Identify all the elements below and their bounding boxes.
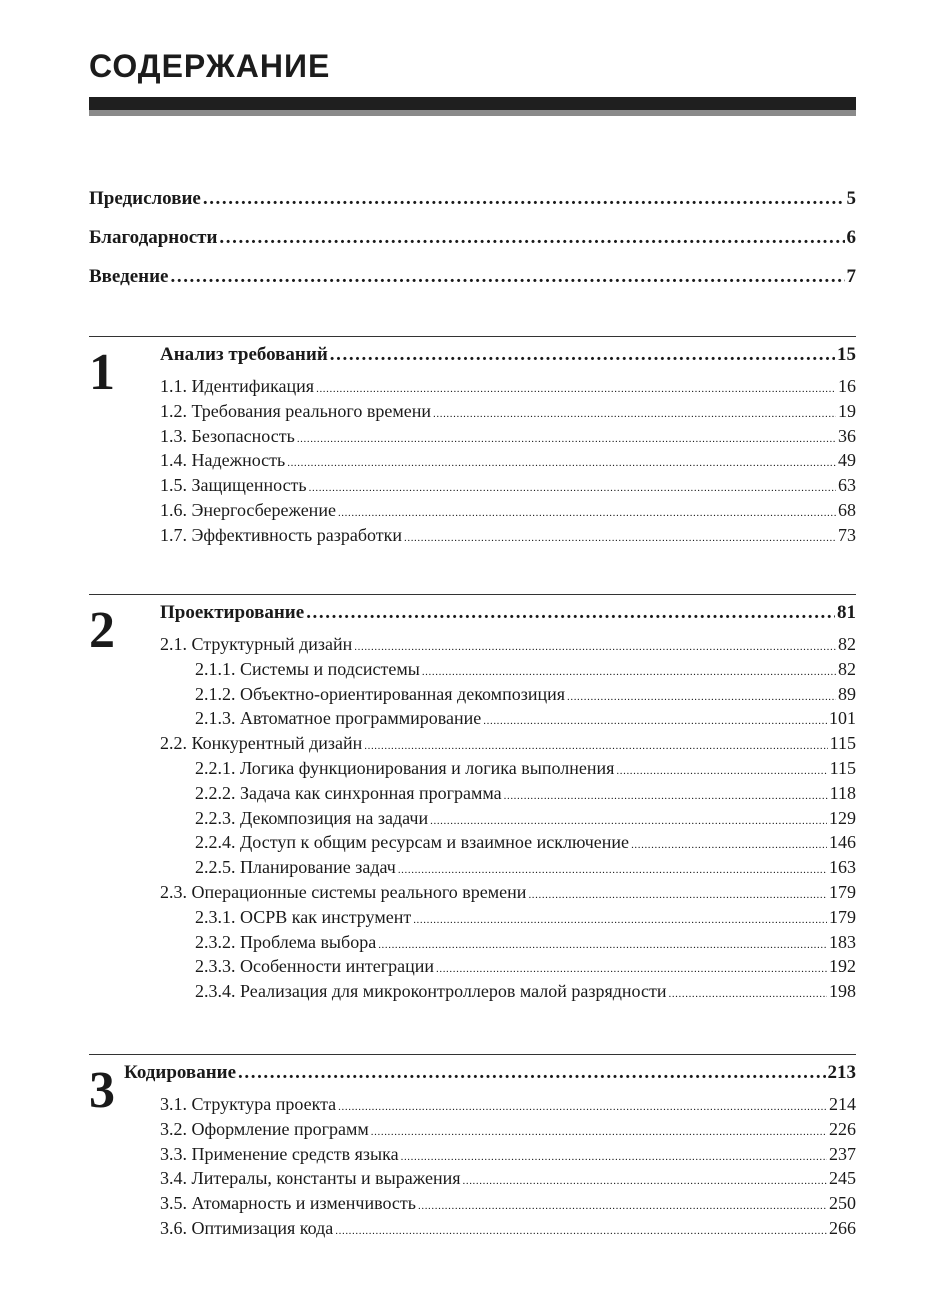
- toc-subsection-entry[interactable]: [195, 708, 856, 733]
- toc-section-entry[interactable]: [160, 500, 856, 525]
- chapter-title: Проектирование: [160, 602, 305, 623]
- dot-leader: [330, 344, 835, 366]
- section-title: 1.1. Идентификация: [160, 376, 315, 396]
- section-page: 63: [838, 475, 856, 496]
- dot-leader: [401, 1151, 827, 1163]
- subsection-title: 2.3.2. Проблема выбора: [195, 931, 377, 952]
- dot-leader: [306, 602, 835, 624]
- section-title: 1.2. Требования реального времени: [160, 400, 432, 421]
- toc-section-entry[interactable]: [160, 882, 856, 907]
- dot-leader: [631, 839, 827, 851]
- chapter-page: 15: [837, 344, 856, 365]
- toc-section-entry[interactable]: [160, 525, 856, 550]
- chapter-number: 2: [89, 602, 115, 659]
- dot-leader: [463, 1175, 828, 1187]
- subsection-page: 179: [829, 906, 856, 927]
- dot-leader: [338, 1101, 827, 1113]
- subsection-page: 101: [829, 708, 856, 729]
- toc-entry-introduction[interactable]: [89, 266, 856, 305]
- toc-subsection-entry[interactable]: [195, 857, 856, 882]
- section-page: 73: [838, 524, 856, 545]
- toc-section-entry[interactable]: [160, 1168, 856, 1193]
- section-title: 3.4. Литералы, константы и выражения: [160, 1168, 461, 1189]
- section-title: 3.2. Оформление программ: [160, 1118, 369, 1139]
- subsection-page: 82: [838, 658, 856, 679]
- subsection-title: 2.2.4. Доступ к общим ресурсам и взаимное исключение: [195, 832, 630, 853]
- toc-section-entry[interactable]: [160, 426, 856, 451]
- toc-entry-title: Предисловие: [89, 188, 201, 209]
- section-title: 3.5. Атомарность и изменчивость: [160, 1193, 416, 1214]
- toc-section-entry[interactable]: [160, 1119, 856, 1144]
- subsection-page: 129: [829, 807, 856, 828]
- toc-subsection-entry[interactable]: [195, 808, 856, 833]
- subsection-title: 2.1.2. Объектно-ориентированная декомпозиция: [195, 683, 565, 704]
- dot-leader: [483, 715, 827, 727]
- toc-section-entry[interactable]: [160, 376, 856, 401]
- toc-entry-preface[interactable]: [89, 188, 856, 227]
- chapter-2: [89, 594, 856, 1006]
- toc-chapter-entry[interactable]: [160, 344, 856, 376]
- section-title: 3.3. Применение средств языка: [160, 1143, 399, 1164]
- dot-leader: [316, 383, 836, 395]
- toc-subsection-entry[interactable]: [195, 684, 856, 709]
- section-page: 82: [838, 634, 856, 654]
- dot-leader: [354, 641, 836, 653]
- section-page: 115: [829, 733, 856, 754]
- toc-subsection-entry[interactable]: [195, 932, 856, 957]
- front-matter: [89, 188, 856, 305]
- dot-leader: [430, 815, 827, 827]
- section-title: 3.6. Оптимизация кода: [160, 1217, 334, 1238]
- section-title: 2.1. Структурный дизайн: [160, 634, 353, 654]
- chapter-number: 3: [89, 1062, 115, 1119]
- toc-section-entry[interactable]: [160, 1144, 856, 1169]
- dot-leader: [528, 889, 827, 901]
- section-page: 16: [838, 376, 856, 396]
- section-title: 3.1. Структура проекта: [160, 1094, 337, 1114]
- chapter-page: 81: [837, 602, 856, 623]
- subsection-title: 2.2.2. Задача как синхронная программа: [195, 782, 502, 803]
- dot-leader: [371, 1126, 827, 1138]
- toc-subsection-entry[interactable]: [195, 659, 856, 684]
- chapter-title: Кодирование: [124, 1062, 237, 1083]
- subsection-title: 2.1.1. Системы и подсистемы: [195, 658, 420, 679]
- toc-chapter-entry[interactable]: [124, 1062, 856, 1094]
- toc-entry-page: 6: [846, 227, 856, 248]
- dot-leader: [203, 188, 845, 210]
- toc-section-entry[interactable]: [160, 450, 856, 475]
- subsection-title: 2.2.3. Декомпозиция на задачи: [195, 807, 429, 828]
- dot-leader: [418, 1200, 827, 1212]
- toc-subsection-entry[interactable]: [195, 981, 856, 1006]
- toc-section-entry[interactable]: [160, 401, 856, 426]
- dot-leader: [404, 532, 836, 544]
- section-page: 226: [829, 1118, 856, 1139]
- toc-subsection-entry[interactable]: [195, 783, 856, 808]
- dot-leader: [433, 408, 836, 420]
- subsection-page: 115: [829, 757, 856, 778]
- toc-section-entry[interactable]: [160, 1193, 856, 1218]
- section-page: 19: [838, 400, 856, 421]
- dot-leader: [567, 691, 836, 703]
- dot-leader: [422, 666, 836, 678]
- chapter-page: 213: [827, 1062, 856, 1083]
- title-divider-gray: [89, 110, 856, 116]
- chapter-1: [89, 336, 856, 550]
- toc-subsection-entry[interactable]: [195, 907, 856, 932]
- section-title: 1.4. Надежность: [160, 450, 286, 471]
- section-title: 1.6. Энергосбережение: [160, 499, 336, 520]
- toc-entry-acknowledgements[interactable]: [89, 227, 856, 266]
- toc-section-entry[interactable]: [160, 733, 856, 758]
- subsection-title: 2.3.1. ОСРВ как инструмент: [195, 906, 412, 927]
- dot-leader: [616, 765, 827, 777]
- title-divider-dark: [89, 97, 856, 110]
- subsection-page: 198: [829, 981, 856, 1002]
- dot-leader: [436, 963, 827, 975]
- section-title: 1.7. Эффективность разработки: [160, 524, 402, 545]
- dot-leader: [219, 227, 844, 249]
- toc-chapter-entry[interactable]: [160, 602, 856, 634]
- section-title: 1.3. Безопасность: [160, 425, 295, 446]
- subsection-page: 89: [838, 683, 856, 704]
- toc-entry-page: 5: [846, 188, 856, 209]
- section-page: 68: [838, 499, 856, 520]
- section-title: 2.3. Операционные системы реального времени: [160, 881, 527, 902]
- page-title: СОДЕРЖАНИЕ: [89, 48, 331, 84]
- toc-entry-title: Введение: [89, 266, 169, 287]
- dot-leader: [287, 457, 836, 469]
- dot-leader: [413, 914, 827, 926]
- toc-section-entry[interactable]: [160, 1218, 856, 1243]
- subsection-page: 163: [829, 857, 856, 878]
- section-title: 2.2. Конкурентный дизайн: [160, 733, 363, 754]
- dot-leader: [504, 790, 828, 802]
- section-page: 266: [829, 1217, 856, 1238]
- dot-leader: [398, 864, 827, 876]
- section-page: 49: [838, 450, 856, 471]
- dot-leader: [238, 1062, 825, 1084]
- dot-leader: [364, 740, 827, 752]
- section-page: 237: [829, 1143, 856, 1164]
- dot-leader: [297, 433, 836, 445]
- subsection-title: 2.2.1. Логика функционирования и логика выполнения: [195, 757, 615, 778]
- subsection-title: 2.3.4. Реализация для микроконтроллеров малой разрядности: [195, 981, 667, 1002]
- toc-subsection-entry[interactable]: [195, 758, 856, 783]
- section-title: 1.5. Защищенность: [160, 475, 307, 496]
- toc-section-entry[interactable]: [160, 634, 856, 659]
- subsection-page: 118: [829, 782, 856, 803]
- dot-leader: [378, 939, 827, 951]
- toc-section-entry[interactable]: [160, 1094, 856, 1119]
- subsection-title: 2.2.5. Планирование задач: [195, 857, 396, 878]
- toc-entry-title: Благодарности: [89, 227, 218, 248]
- section-page: 214: [829, 1094, 856, 1114]
- subsection-page: 146: [829, 832, 856, 853]
- toc-subsection-entry[interactable]: [195, 832, 856, 857]
- chapter-title: Анализ требований: [160, 344, 328, 365]
- toc-entry-page: 7: [846, 266, 856, 287]
- section-page: 245: [829, 1168, 856, 1189]
- dot-leader: [335, 1225, 827, 1237]
- section-page: 250: [829, 1193, 856, 1214]
- subsection-page: 183: [829, 931, 856, 952]
- dot-leader: [338, 507, 836, 519]
- chapter-number: 1: [89, 344, 115, 401]
- toc-section-entry[interactable]: [160, 475, 856, 500]
- section-page: 36: [838, 425, 856, 446]
- dot-leader: [668, 988, 827, 1000]
- subsection-page: 192: [829, 956, 856, 977]
- toc-subsection-entry[interactable]: [195, 956, 856, 981]
- dot-leader: [309, 482, 836, 494]
- chapter-3: [89, 1054, 856, 1243]
- subsection-title: 2.1.3. Автоматное программирование: [195, 708, 482, 729]
- dot-leader: [171, 266, 845, 288]
- subsection-title: 2.3.3. Особенности интеграции: [195, 956, 434, 977]
- section-page: 179: [829, 881, 856, 902]
